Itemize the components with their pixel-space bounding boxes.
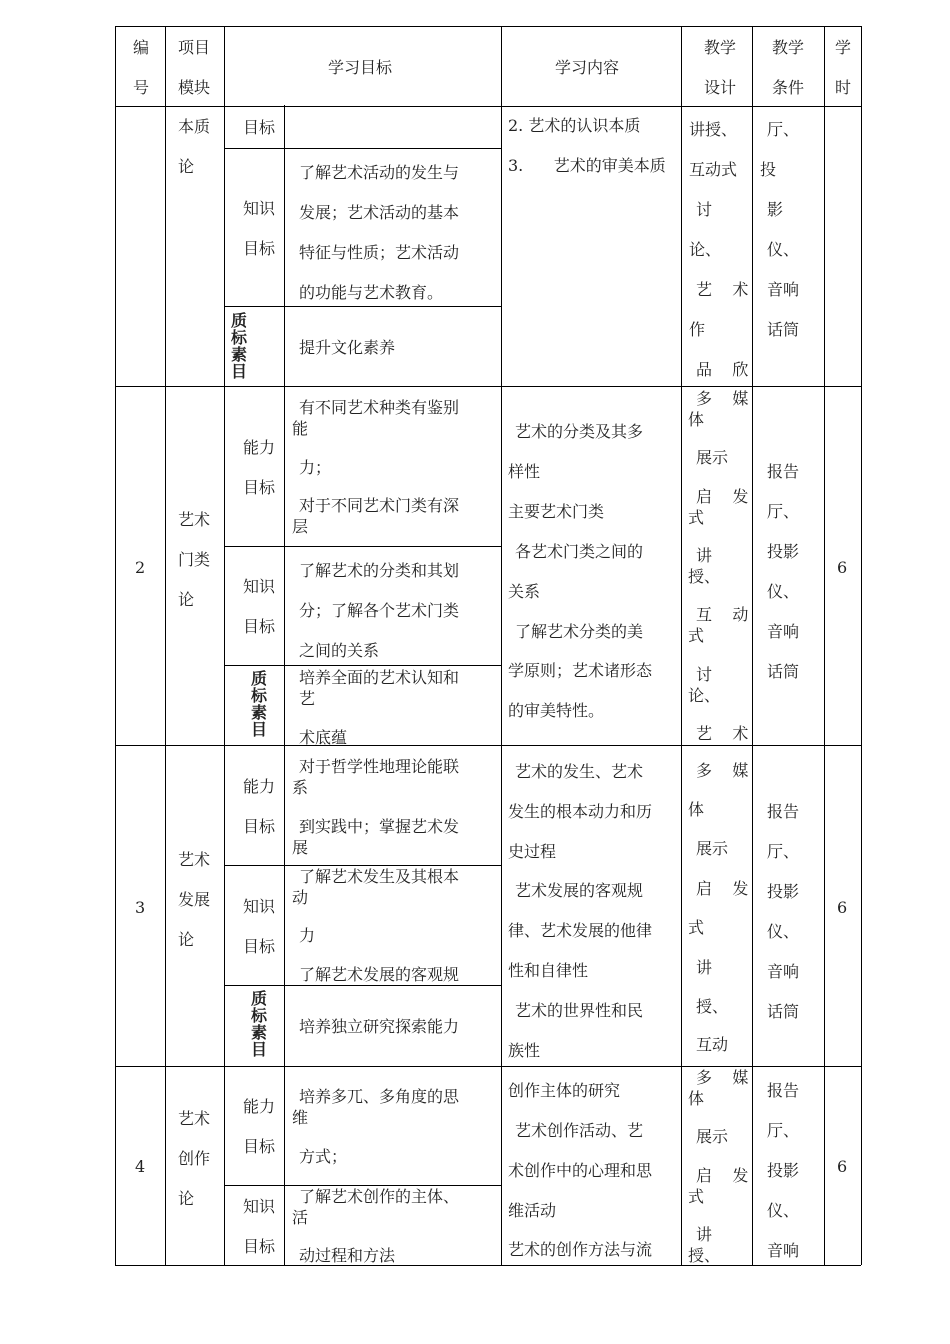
content-text: 艺术的创作方法与流 [508, 1240, 653, 1259]
design-text: 式 [688, 918, 705, 937]
quality-label: 质 [231, 311, 248, 330]
content-text: 史过程 [508, 842, 557, 861]
objective-text: 到实践中；掌握艺术发 [299, 817, 460, 836]
objective-label: 知识 [243, 1197, 276, 1216]
objective-label: 能力 [243, 777, 276, 796]
module-name: 创作 [178, 1149, 211, 1168]
design-text: 式 [688, 1187, 705, 1206]
design-text: 多 媒 [696, 761, 749, 780]
conditions-text: 厅、 [767, 842, 800, 861]
module-name: 本质 [178, 117, 211, 136]
header-content: 学习内容 [555, 58, 620, 77]
conditions-text: 话筒 [767, 662, 800, 681]
conditions-text: 音响 [767, 280, 800, 299]
design-text: 授、 [688, 1246, 721, 1265]
design-text: 展示 [696, 1127, 729, 1146]
objective-text: 有不同艺术种类有鉴别 [299, 398, 460, 417]
objective-text: 动 [292, 888, 309, 907]
objective-text: 艺 [299, 689, 316, 708]
design-text: 互动 [696, 1035, 729, 1054]
content-text: 族性 [508, 1041, 541, 1060]
column-divider [501, 26, 502, 1265]
objective-text: 之间的关系 [299, 641, 380, 660]
objective-label: 目标 [243, 118, 276, 137]
conditions-text: 仪、 [767, 922, 800, 941]
objective-text: 展 [292, 838, 309, 857]
content-text: 的审美特性。 [508, 701, 605, 720]
content-text: 艺术发展的客观规 [515, 881, 644, 900]
table-right-border [861, 26, 862, 1265]
design-text: 品 欣 [696, 360, 749, 379]
design-text: 启 发 [696, 879, 749, 898]
content-text: 3. 艺术的审美本质 [508, 156, 666, 175]
content-text: 律、艺术发展的他律 [508, 921, 653, 940]
header-merge-patch [283, 27, 286, 105]
header-conditions: 条件 [772, 78, 805, 97]
objective-text: 培养独立研究探索能力 [299, 1017, 460, 1036]
row-hours: 6 [837, 558, 848, 577]
content-text: 样性 [508, 462, 541, 481]
design-text: 展示 [696, 448, 729, 467]
objective-label: 目标 [243, 1237, 276, 1256]
quality-label: 目 [251, 720, 268, 739]
module-name: 论 [178, 1189, 195, 1208]
subrow-divider [224, 546, 501, 547]
content-text: 维活动 [508, 1201, 557, 1220]
content-text: 术创作中的心理和思 [508, 1161, 653, 1180]
content-text: 发生的根本动力和历 [508, 802, 653, 821]
header-id: 号 [133, 78, 150, 97]
design-text: 启 发 [696, 1166, 749, 1185]
subrow-divider [224, 148, 501, 149]
content-text: 艺术的世界性和民 [515, 1001, 644, 1020]
row-divider [115, 106, 861, 107]
module-name: 论 [178, 157, 195, 176]
objective-label: 知识 [243, 897, 276, 916]
row-id: 2 [135, 558, 146, 577]
objective-label: 目标 [243, 617, 276, 636]
conditions-text: 仪、 [767, 1201, 800, 1220]
quality-label: 素 [231, 345, 248, 364]
objective-label: 目标 [243, 478, 276, 497]
objective-text: 活 [292, 1208, 309, 1227]
module-name: 论 [178, 930, 195, 949]
header-module: 模块 [178, 78, 211, 97]
conditions-text: 仪、 [767, 240, 800, 259]
objective-text: 了解艺术活动的发生与 [299, 163, 460, 182]
design-text: 互 动 [696, 605, 749, 624]
design-text: 论、 [688, 686, 721, 705]
subrow-divider [224, 1185, 501, 1186]
table-bottom-border [115, 1265, 861, 1266]
objective-text: 发展；艺术活动的基本 [299, 203, 460, 222]
header-design: 设计 [704, 78, 737, 97]
objective-label: 能力 [243, 1097, 276, 1116]
conditions-text: 仪、 [767, 582, 800, 601]
row-id: 3 [135, 898, 146, 917]
subrow-divider [224, 665, 501, 666]
content-text: 艺术的分类及其多 [515, 422, 644, 441]
objective-text: 系 [292, 778, 309, 797]
quality-label: 质 [251, 989, 268, 1008]
quality-label: 素 [251, 703, 268, 722]
quality-label: 标 [231, 328, 248, 347]
objective-label: 知识 [243, 577, 276, 596]
quality-label: 素 [251, 1023, 268, 1042]
design-text: 式 [688, 508, 705, 527]
objective-text: 了解艺术发生及其根本 [299, 867, 460, 886]
content-text: 主要艺术门类 [508, 502, 605, 521]
design-text: 讨 [696, 200, 713, 219]
conditions-text: 话筒 [767, 320, 800, 339]
conditions-text: 报告 [767, 802, 800, 821]
design-text: 艺 术 [696, 280, 749, 299]
header-id: 编 [133, 38, 150, 57]
header-hours: 时 [835, 78, 852, 97]
objective-text: 力 [299, 926, 316, 945]
module-name: 发展 [178, 890, 211, 909]
design-text: 讲 [696, 1225, 713, 1244]
content-text: 各艺术门类之间的 [515, 542, 644, 561]
objective-text: 分；了解各个艺术门类 [299, 601, 460, 620]
design-text: 互动式 [689, 160, 738, 179]
design-text: 艺 术 [696, 724, 749, 743]
design-text: 启 发 [696, 487, 749, 506]
header-objectives: 学习目标 [328, 58, 393, 77]
module-name: 论 [178, 590, 195, 609]
objective-text: 力； [299, 458, 332, 477]
row-divider [115, 745, 861, 746]
objective-text: 了解艺术创作的主体、 [299, 1187, 460, 1206]
quality-label: 标 [251, 686, 268, 705]
conditions-text: 音响 [767, 1241, 800, 1260]
objective-text: 培养多兀、多角度的思 [299, 1087, 460, 1106]
conditions-text: 厅、 [767, 120, 800, 139]
conditions-text: 投影 [767, 542, 800, 561]
design-text: 讲 [696, 546, 713, 565]
objective-label: 能力 [243, 438, 276, 457]
content-text: 学原则；艺术诸形态 [508, 661, 653, 680]
conditions-text: 话筒 [767, 1002, 800, 1021]
header-module: 项目 [178, 38, 211, 57]
column-divider [224, 26, 225, 1265]
content-text: 艺术的发生、艺术 [515, 762, 644, 781]
design-text: 授、 [696, 997, 729, 1016]
quality-label: 目 [251, 1040, 268, 1059]
objective-text: 维 [292, 1108, 309, 1127]
objective-text: 培养全面的艺术认知和 [299, 668, 460, 687]
design-text: 论、 [689, 240, 722, 259]
header-conditions: 教学 [772, 38, 805, 57]
design-text: 讨 [696, 665, 713, 684]
design-text: 体 [688, 410, 705, 429]
objective-label: 目标 [243, 1137, 276, 1156]
conditions-text: 音响 [767, 622, 800, 641]
objective-text: 术底蕴 [299, 728, 348, 747]
header-hours: 学 [835, 38, 852, 57]
column-divider [681, 26, 682, 1265]
objective-text: 了解艺术发展的客观规 [299, 965, 460, 984]
objective-text: 的功能与艺术教育。 [299, 283, 444, 302]
design-text: 授、 [688, 567, 721, 586]
row-id: 4 [135, 1157, 146, 1176]
module-name: 艺术 [178, 850, 211, 869]
objective-text: 提升文化素养 [299, 338, 396, 357]
row-hours: 6 [837, 898, 848, 917]
content-text: 艺术创作活动、艺 [515, 1121, 644, 1140]
subrow-divider [224, 985, 501, 986]
conditions-text: 影 [767, 200, 784, 219]
objective-text: 特征与性质；艺术活动 [299, 243, 460, 262]
conditions-text: 厅、 [767, 502, 800, 521]
content-text: 创作主体的研究 [508, 1081, 621, 1100]
design-text: 体 [688, 800, 705, 819]
conditions-text: 报告 [767, 1081, 800, 1100]
row-divider [115, 1066, 861, 1067]
objective-label: 目标 [243, 817, 276, 836]
objective-text: 对于不同艺术门类有深 [299, 496, 460, 515]
objective-text: 方式； [299, 1147, 348, 1166]
objective-text: 层 [292, 517, 309, 536]
design-text: 多 媒 [696, 1068, 749, 1087]
design-text: 体 [688, 1089, 705, 1108]
design-text: 多 媒 [696, 389, 749, 408]
content-text: 2. 艺术的认识本质 [508, 116, 641, 135]
subrow-divider [224, 865, 501, 866]
objective-label: 目标 [243, 239, 276, 258]
content-text: 关系 [508, 582, 541, 601]
column-divider [752, 26, 753, 1265]
design-text: 式 [688, 626, 705, 645]
column-divider [284, 26, 285, 1265]
conditions-text: 投影 [767, 1161, 800, 1180]
header-design: 教学 [704, 38, 737, 57]
module-name: 门类 [178, 550, 211, 569]
column-divider [165, 26, 166, 1265]
objective-label: 目标 [243, 937, 276, 956]
design-text: 讲 [696, 958, 713, 977]
table-top-border [115, 26, 861, 27]
column-divider [824, 26, 825, 1265]
module-name: 艺术 [178, 510, 211, 529]
content-text: 了解艺术分类的美 [515, 622, 644, 641]
objective-text: 了解艺术的分类和其划 [299, 561, 460, 580]
conditions-text: 投影 [767, 882, 800, 901]
quality-label: 质 [251, 669, 268, 688]
quality-label: 标 [251, 1006, 268, 1025]
subrow-divider [224, 306, 501, 307]
conditions-text: 音响 [767, 962, 800, 981]
module-name: 艺术 [178, 1109, 211, 1128]
conditions-text: 投 [760, 160, 777, 179]
objective-text: 能 [292, 419, 309, 438]
conditions-text: 厅、 [767, 1121, 800, 1140]
table-left-border [115, 26, 116, 1265]
content-text: 性和自律性 [508, 961, 589, 980]
objective-label: 知识 [243, 199, 276, 218]
objective-text: 对于哲学性地理论能联 [299, 757, 460, 776]
objective-text: 动过程和方法 [299, 1246, 396, 1265]
design-text: 作 [689, 320, 706, 339]
conditions-text: 报告 [767, 462, 800, 481]
design-text: 讲授、 [689, 120, 738, 139]
quality-label: 目 [231, 362, 248, 381]
row-divider [115, 386, 861, 387]
row-hours: 6 [837, 1157, 848, 1176]
design-text: 展示 [696, 839, 729, 858]
